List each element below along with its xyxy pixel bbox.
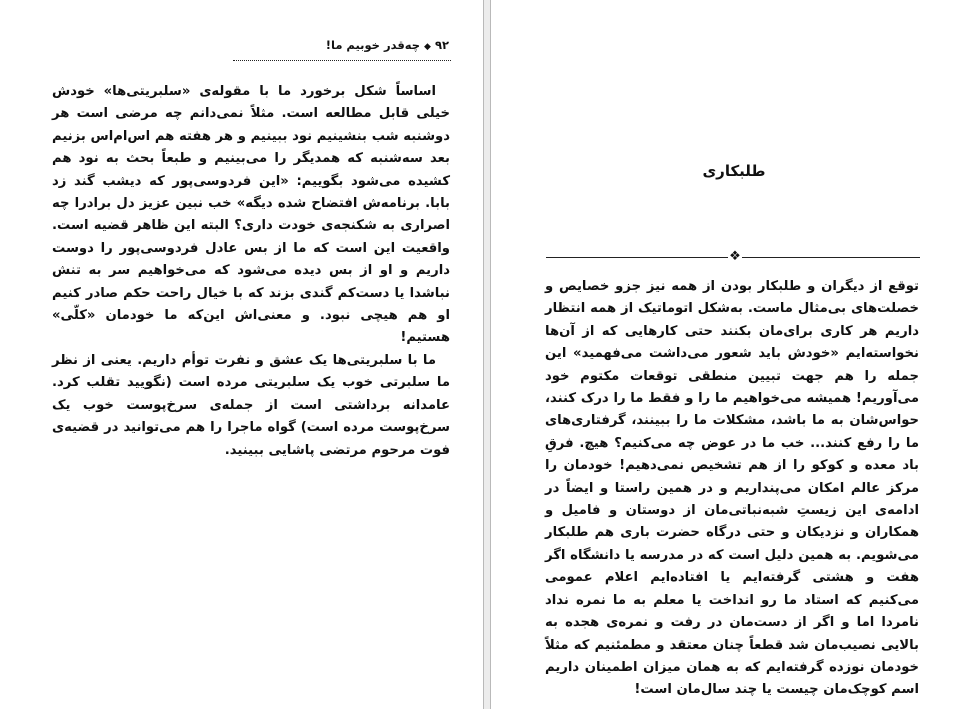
paragraph: اساساً شکل برخورد ما با مقوله‌ی «سلبریتی‌ها» خودش خیلی قابل مطالعه است. مثلاً نمی‌دانم چه مرضی است هر دوشنبه شب بنشینیم نود ببینیم و هر هفته هم اس‌ام‌اس بزنیم بعد سه‌شنبه که همدیگر را می‌بینیم و طبعاً بحث به نود هم کشیده می‌شود بگوییم: «این فردوسی‌پور که دیشب گند زد بابا. برنامه‌ش افتضاح شده دیگه» خب نبین عزیز دل برادرا چه اصراری به شکنجه‌ی خودت داری؟ البته این ظاهر قضیه است. واقعیت این است که ما از بس عادل فردوسی‌پور را دوست داریم و او از بس دیده می‌شود که می‌خواهیم سر به تنش نباشدا یا دست‌کم گندی بزند که با خیال راحت حکم صادر کنیم او هم هیچی نبود. و معنی‌اش این‌که ما خودمان «کلّی» هستیم! [52, 84, 450, 346]
left-page-text [52, 81, 450, 462]
right-page-text [545, 276, 919, 702]
running-head [234, 38, 449, 52]
page-number: ۹۲ [434, 38, 449, 52]
ornament-icon: ❖ [729, 249, 741, 264]
paragraph: ما با سلبریتی‌ها یک عشق و نفرت توأم داریم. یعنی از نظر ما سلبرتی خوب یک سلبریتی مرده است (نگویید تقلب کرد. عامدانه برداشتی است از جمله‌ی سرخ‌پوست خوب یک سرخ‌پوست مرده است) گواه ماجرا را هم می‌توانید در قضیه‌ی فوت مرحوم مرتضی پاشایی ببینید. [52, 352, 450, 458]
paragraph: توقع از دیگران و طلبکار بودن از همه نیز جزو خصایص و خصلت‌های بی‌مثال ماست. به‌شکل اتوماتیک از همه انتظار داریم هر کاری برای‌مان بکنند حتی کارهایی که از آن‌ها نخواسته‌ایم «خودش باید شعور می‌داشت می‌فهمید» این جمله را هم جهت تبیین منطقی توقعات مکتوم خود می‌آوریم! همیشه می‌خواهیم ما را و فقط ما را درک کنند، حواس‌شان به ما باشد، مشکلات ما را ببینند، گرفتاری‌های ما را رفع کنند... خب ما در عوض چه می‌کنیم؟ هیچ. فرقِ باد معده و کوکو را از هم تشخیص نمی‌دهیم! خودمان را مرکز عالم امکان می‌پنداریم و در همین راستا و ایضاً در ادامه‌ی این زیستِ شبه‌نباتی‌مان از دوستان و فامیل و همکاران و نزدیکان و حتی درگاه حضرت باری هم طلبکار می‌شویم. به همین دلیل است که در مدرسه یا دانشگاه اگر هفت و هشتی گرفته‌ایم یا افتاده‌ایم اعلام عمومی می‌کنیم که استاد ما رو انداخت یا معلم به ما نمره نداد نامردا اما و اگر از دست‌مان در رفت و نمره‌ی هجده به بالایی نصیب‌مان شد قطعاً چنان معتقد و مطمئنیم که مثلاً خودمان نوزده گرفته‌ایم که به همان میزان اطمینان داریم اسم کوچک‌مان چیست یا چند سال‌مان است! [545, 279, 919, 698]
diamond-icon: ◆ [424, 42, 431, 52]
running-head-rule [233, 60, 451, 61]
book-title: چه‌قدر خوبیم ما! [325, 38, 421, 52]
chapter-title: طلبکاری [702, 162, 766, 180]
